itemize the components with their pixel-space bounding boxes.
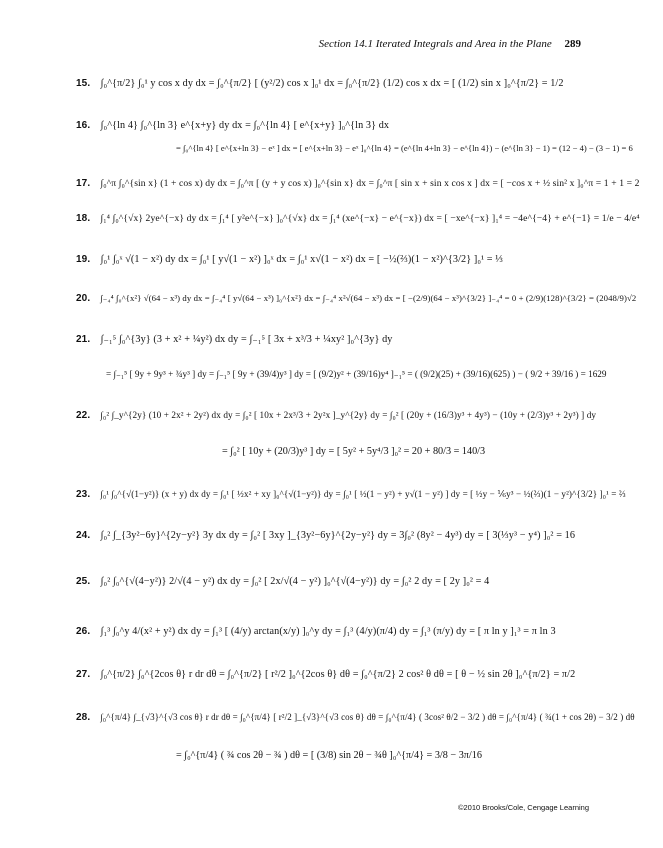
problem-15: [76, 78, 564, 89]
problem-21: [76, 334, 392, 345]
problem-line: ∫₋₄⁴ ∫₀^{x²} √(64 − x³) dy dx = ∫₋₄⁴ [ y√(64 − x³) ]₀^{x²} dx = ∫₋₄⁴ x²√(64 − x³) dx = [ −(2/9)(64 − x³)^{3/2} ]₋₄⁴ = 0 + (2/9)(128)^{3/2} = (2048/9)√2: [100, 293, 637, 303]
problem-number: 26.: [76, 626, 91, 637]
problem-26: [76, 626, 556, 637]
problem-line: ∫₀² ∫_y^{2y} (10 + 2x² + 2y²) dx dy = ∫₀² [ 10x + 2x³/3 + 2y²x ]_y^{2y} dy = ∫₀² [ (20y + (16/3)y³ + 4y³) − (10y + (2/3)y³ + 2y³) ] dy: [100, 410, 597, 420]
problem-24: [76, 530, 575, 541]
section-title: Section 14.1 Iterated Integrals and Area in the Plane: [318, 38, 552, 50]
problem-line: ∫₀^{π/2} ∫₀^{2cos θ} r dr dθ = ∫₀^{π/2} [ r²/2 ]₀^{2cos θ} dθ = ∫₀^{π/2} 2 cos² θ dθ = [ θ − ½ sin 2θ ]₀^{π/2} = π/2: [100, 669, 576, 680]
problem-line: ∫₁³ ∫₀^y 4/(x² + y²) dx dy = ∫₁³ [ (4/y) arctan(x/y) ]₀^y dy = ∫₁³ (4/y)(π/4) dy = ∫₁³ (π/y) dy = [ π ln y ]₁³ = π ln 3: [100, 626, 556, 637]
problem-27: [76, 669, 575, 680]
problem-line: ∫₀¹ ∫₀ˣ √(1 − x²) dy dx = ∫₀¹ [ y√(1 − x²) ]₀ˣ dx = ∫₀¹ x√(1 − x²) dx = [ −½(⅔)(1 − x²)^{3/2} ]₀¹ = ⅓: [100, 254, 504, 265]
problem-number: 18.: [76, 213, 91, 224]
problem-number: 21.: [76, 334, 91, 345]
problem-20: [76, 293, 636, 304]
problem-line: ∫₁⁴ ∫₀^{√x} 2ye^{−x} dy dx = ∫₁⁴ [ y²e^{−x} ]₀^{√x} dx = ∫₁⁴ (xe^{−x} − e^{−x}) dx = [ −xe^{−x} ]₁⁴ = −4e^{−4} + e^{−1} = 1/e − 4/e⁴: [100, 213, 640, 224]
problem-number: 25.: [76, 576, 91, 587]
problem-number: 27.: [76, 669, 91, 680]
problem-line: ∫₀^{π/4} ∫_{√3}^{√3 cos θ} r dr dθ = ∫₀^{π/4} [ r²/2 ]_{√3}^{√3 cos θ} dθ = ∫₀^{π/4} ( 3cos² θ/2 − 3/2 ) dθ = ∫₀^{π/4} ( ¾(1 + cos 2θ) − 3/2 ) dθ: [100, 712, 635, 722]
problem-22-continuation: = ∫₀² [ 10y + (20/3)y³ ] dy = [ 5y² + 5y⁴/3 ]₀² = 20 + 80/3 = 140/3: [222, 446, 486, 457]
problem-28: [76, 712, 635, 723]
problem-number: 22.: [76, 410, 91, 421]
running-header: [319, 38, 581, 50]
copyright-footer: ©2010 Brooks/Cole, Cengage Learning: [457, 803, 589, 812]
problem-line: ∫₀² ∫_{3y²−6y}^{2y−y²} 3y dx dy = ∫₀² [ 3xy ]_{3y²−6y}^{2y−y²} dy = 3∫₀² (8y² − 4y³) dy = [ 3(⅓y³ − y⁴) ]₀² = 16: [100, 530, 576, 541]
problem-17: [76, 178, 640, 189]
problem-number: 17.: [76, 178, 91, 189]
problem-line: ∫₋₁⁵ ∫₀^{3y} (3 + x² + ¼y²) dx dy = ∫₋₁⁵ [ 3x + x³/3 + ¼xy² ]₀^{3y} dy: [100, 334, 393, 345]
problem-18: [76, 213, 640, 224]
problem-number: 23.: [76, 489, 91, 500]
problem-22: [76, 410, 596, 421]
problem-line: ∫₀^π ∫₀^{sin x} (1 + cos x) dy dx = ∫₀^π [ (y + y cos x) ]₀^{sin x} dx = ∫₀^π [ sin x + sin x cos x ] dx = [ −cos x + ½ sin² x ]₀^π = 1 + 1 = 2: [100, 178, 640, 189]
problem-number: 24.: [76, 530, 91, 541]
problem-number: 16.: [76, 120, 91, 131]
problem-number: 28.: [76, 712, 91, 723]
problem-16: [76, 120, 389, 131]
problem-line: ∫₀² ∫₀^{√(4−y²)} 2/√(4 − y²) dx dy = ∫₀² [ 2x/√(4 − y²) ]₀^{√(4−y²)} dy = ∫₀² 2 dy = [ 2y ]₀² = 4: [100, 576, 490, 587]
problem-line: ∫₀^{ln 4} ∫₀^{ln 3} e^{x+y} dy dx = ∫₀^{ln 4} [ e^{x+y} ]₀^{ln 3} dx: [100, 120, 390, 131]
problem-25: [76, 576, 489, 587]
problem-23: [76, 489, 626, 500]
problem-19: [76, 254, 503, 265]
problem-number: 15.: [76, 78, 91, 89]
problem-line: ∫₀¹ ∫₀^{√(1−y²)} (x + y) dx dy = ∫₀¹ [ ½x² + xy ]₀^{√(1−y²)} dy = ∫₀¹ [ ½(1 − y²) + y√(1 − y²) ] dy = [ ½y − ⅙y³ − ½(⅔)(1 − y²)^{3/2} ]₀¹ = ⅔: [100, 489, 626, 499]
problem-number: 20.: [76, 293, 91, 304]
problem-21-continuation: = ∫₋₁⁵ [ 9y + 9y³ + ¾y³ ] dy = ∫₋₁⁵ [ 9y + (39/4)y³ ] dy = [ (9/2)y² + (39/16)y⁴ ]₋₁⁵ = ( (9/2)(25) + (39/16)(625) ) − ( 9/2 + 39/16 ) = 1629: [106, 369, 607, 379]
problem-number: 19.: [76, 254, 91, 265]
page-number: 289: [564, 38, 581, 50]
problem-16-continuation: = ∫₀^{ln 4} [ e^{x+ln 3} − eˣ ] dx = [ e^{x+ln 3} − eˣ ]₀^{ln 4} = (e^{ln 4+ln 3} − e^{ln 4}) − (e^{ln 3} − 1) = (12 − 4) − (3 − 1) = 6: [176, 143, 633, 153]
problem-28-continuation: = ∫₀^{π/4} ( ¾ cos 2θ − ¾ ) dθ = [ (3/8) sin 2θ − ¾θ ]₀^{π/4} = 3/8 − 3π/16: [176, 750, 482, 761]
problem-line: ∫₀^{π/2} ∫₀¹ y cos x dy dx = ∫₀^{π/2} [ (y²/2) cos x ]₀¹ dx = ∫₀^{π/2} (1/2) cos x dx = [ (1/2) sin x ]₀^{π/2} = 1/2: [100, 78, 564, 89]
